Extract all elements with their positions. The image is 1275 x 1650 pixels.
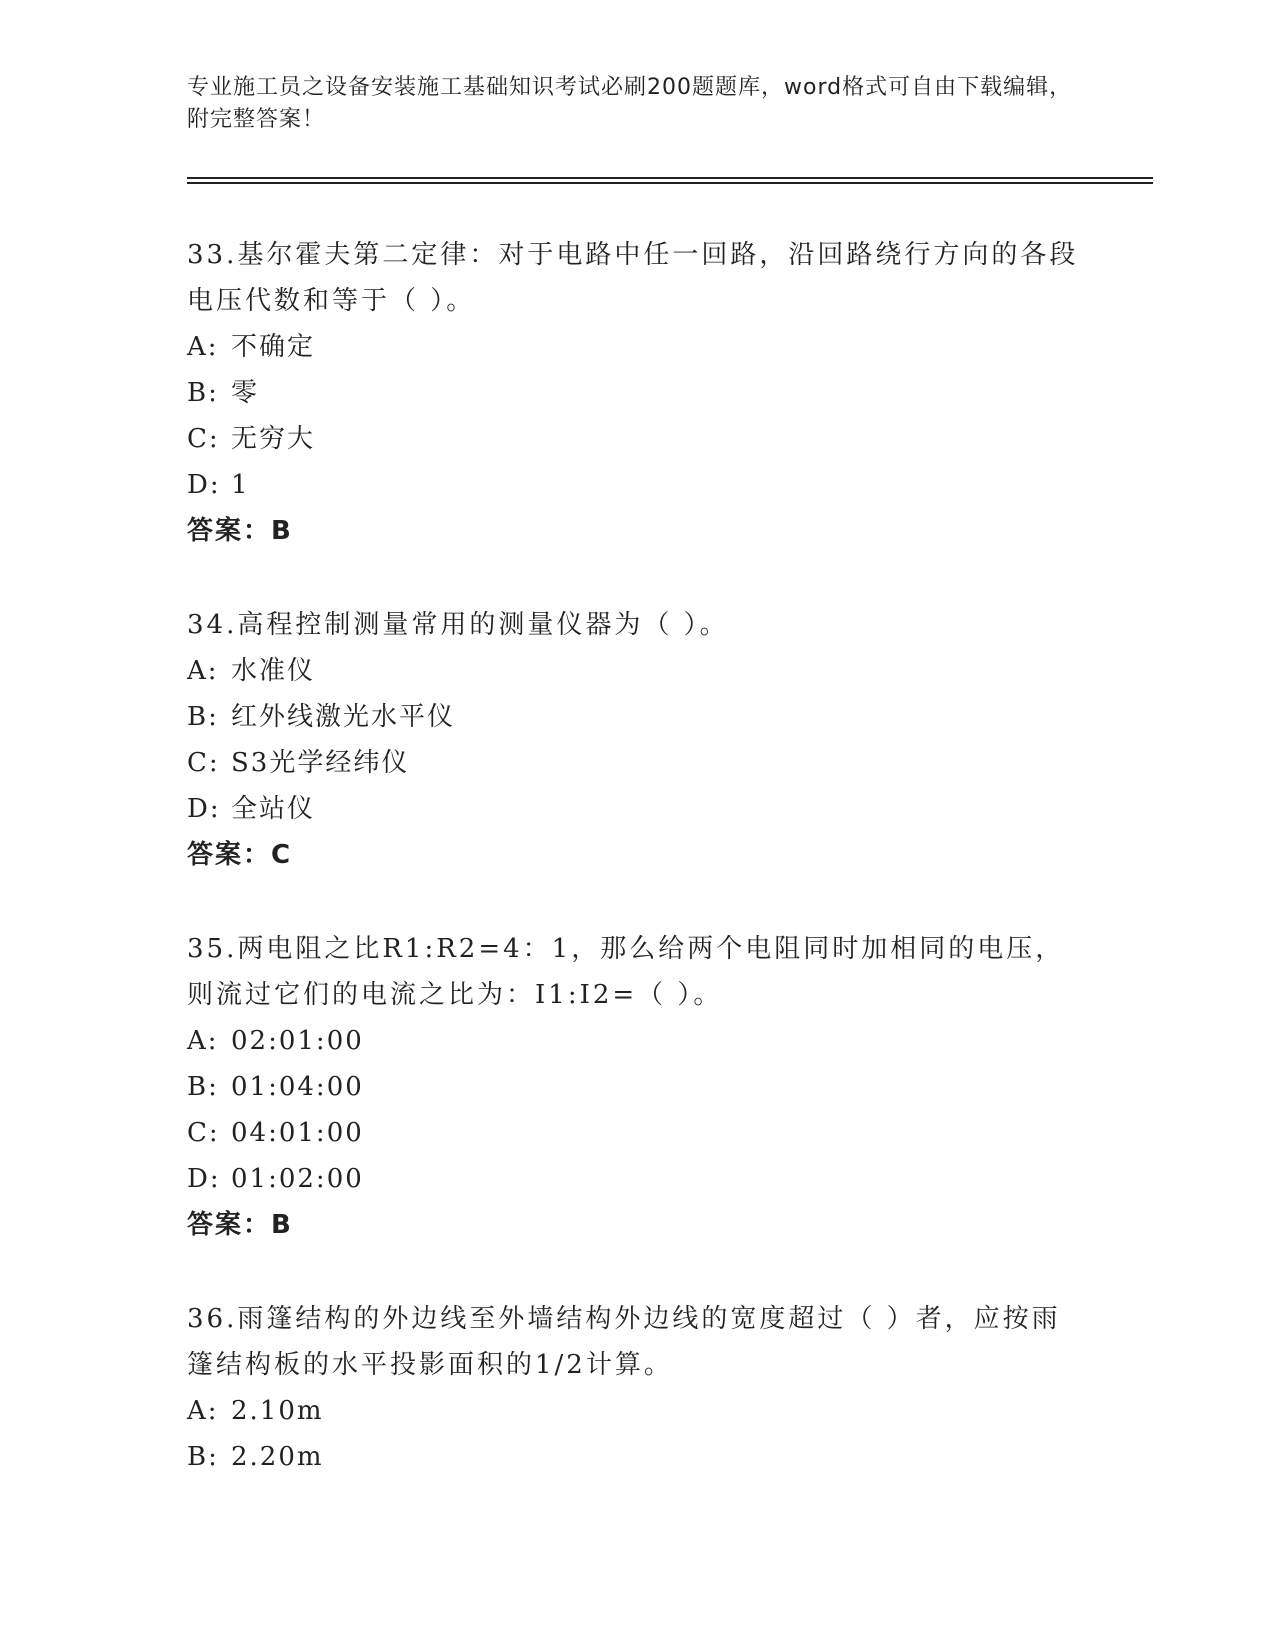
question-36 — [187, 1296, 1087, 1480]
answer-line: 答案：B — [187, 1210, 293, 1240]
option-letter: A: — [187, 1396, 219, 1426]
option-c — [187, 1110, 1087, 1156]
option-letter: D: — [187, 470, 221, 500]
option-a — [187, 1388, 1087, 1434]
option-c — [187, 416, 1087, 462]
option-text: 零 — [231, 378, 260, 408]
answer-line: 答案：B — [187, 516, 293, 546]
option-c — [187, 740, 1087, 786]
header-divider-bottom — [187, 182, 1153, 184]
option-text: 02:01:00 — [231, 1026, 364, 1056]
question-stem: 35.两电阻之比R1:R2=4：1，那么给两个电阻同时加相同的电压，则流过它们的电流之比为：I1:I2=（ ）。 — [187, 934, 1065, 1010]
option-letter: A: — [187, 332, 219, 362]
option-d — [187, 786, 1087, 832]
option-text: 水准仪 — [231, 656, 316, 686]
option-text: S3光学经纬仪 — [231, 748, 410, 778]
option-b — [187, 1434, 1087, 1480]
question-stem: 36.雨篷结构的外边线至外墙结构外边线的宽度超过（ ）者，应按雨篷结构板的水平投影面积的1/2计算。 — [187, 1304, 1061, 1380]
option-text: 01:02:00 — [231, 1164, 364, 1194]
option-a — [187, 648, 1087, 694]
option-text: 全站仪 — [231, 794, 316, 824]
option-text: 2.20m — [231, 1442, 324, 1472]
option-letter: A: — [187, 656, 219, 686]
option-b — [187, 694, 1087, 740]
option-a — [187, 324, 1087, 370]
option-letter: B: — [187, 1072, 219, 1102]
option-b — [187, 370, 1087, 416]
option-b — [187, 1064, 1087, 1110]
option-letter: C: — [187, 424, 220, 454]
option-letter: D: — [187, 1164, 221, 1194]
option-text: 2.10m — [231, 1396, 324, 1426]
option-letter: C: — [187, 748, 220, 778]
option-d — [187, 1156, 1087, 1202]
option-text: 04:01:00 — [231, 1118, 364, 1148]
question-35 — [187, 926, 1087, 1248]
option-letter: B: — [187, 378, 219, 408]
question-list — [187, 232, 1087, 1528]
option-letter: A: — [187, 1026, 219, 1056]
question-stem: 34.高程控制测量常用的测量仪器为（ ）。 — [187, 610, 729, 640]
option-text: 1 — [231, 470, 250, 500]
header-divider-top — [187, 177, 1153, 179]
option-text: 红外线激光水平仪 — [231, 702, 456, 732]
question-33 — [187, 232, 1087, 554]
option-letter: B: — [187, 1442, 219, 1472]
option-letter: C: — [187, 1118, 220, 1148]
question-34 — [187, 602, 1087, 878]
answer-line: 答案：C — [187, 840, 293, 870]
option-letter: B: — [187, 702, 219, 732]
option-text: 无穷大 — [231, 424, 316, 454]
question-stem: 33.基尔霍夫第二定律：对于电路中任一回路，沿回路绕行方向的各段电压代数和等于（ ）。 — [187, 240, 1079, 316]
option-letter: D: — [187, 794, 221, 824]
document-header: 专业施工员之设备安装施工基础知识考试必刷200题题库，word格式可自由下载编辑，附完整答案！ — [187, 75, 1073, 132]
option-text: 不确定 — [231, 332, 316, 362]
option-d — [187, 462, 1087, 508]
option-a — [187, 1018, 1087, 1064]
option-text: 01:04:00 — [231, 1072, 364, 1102]
